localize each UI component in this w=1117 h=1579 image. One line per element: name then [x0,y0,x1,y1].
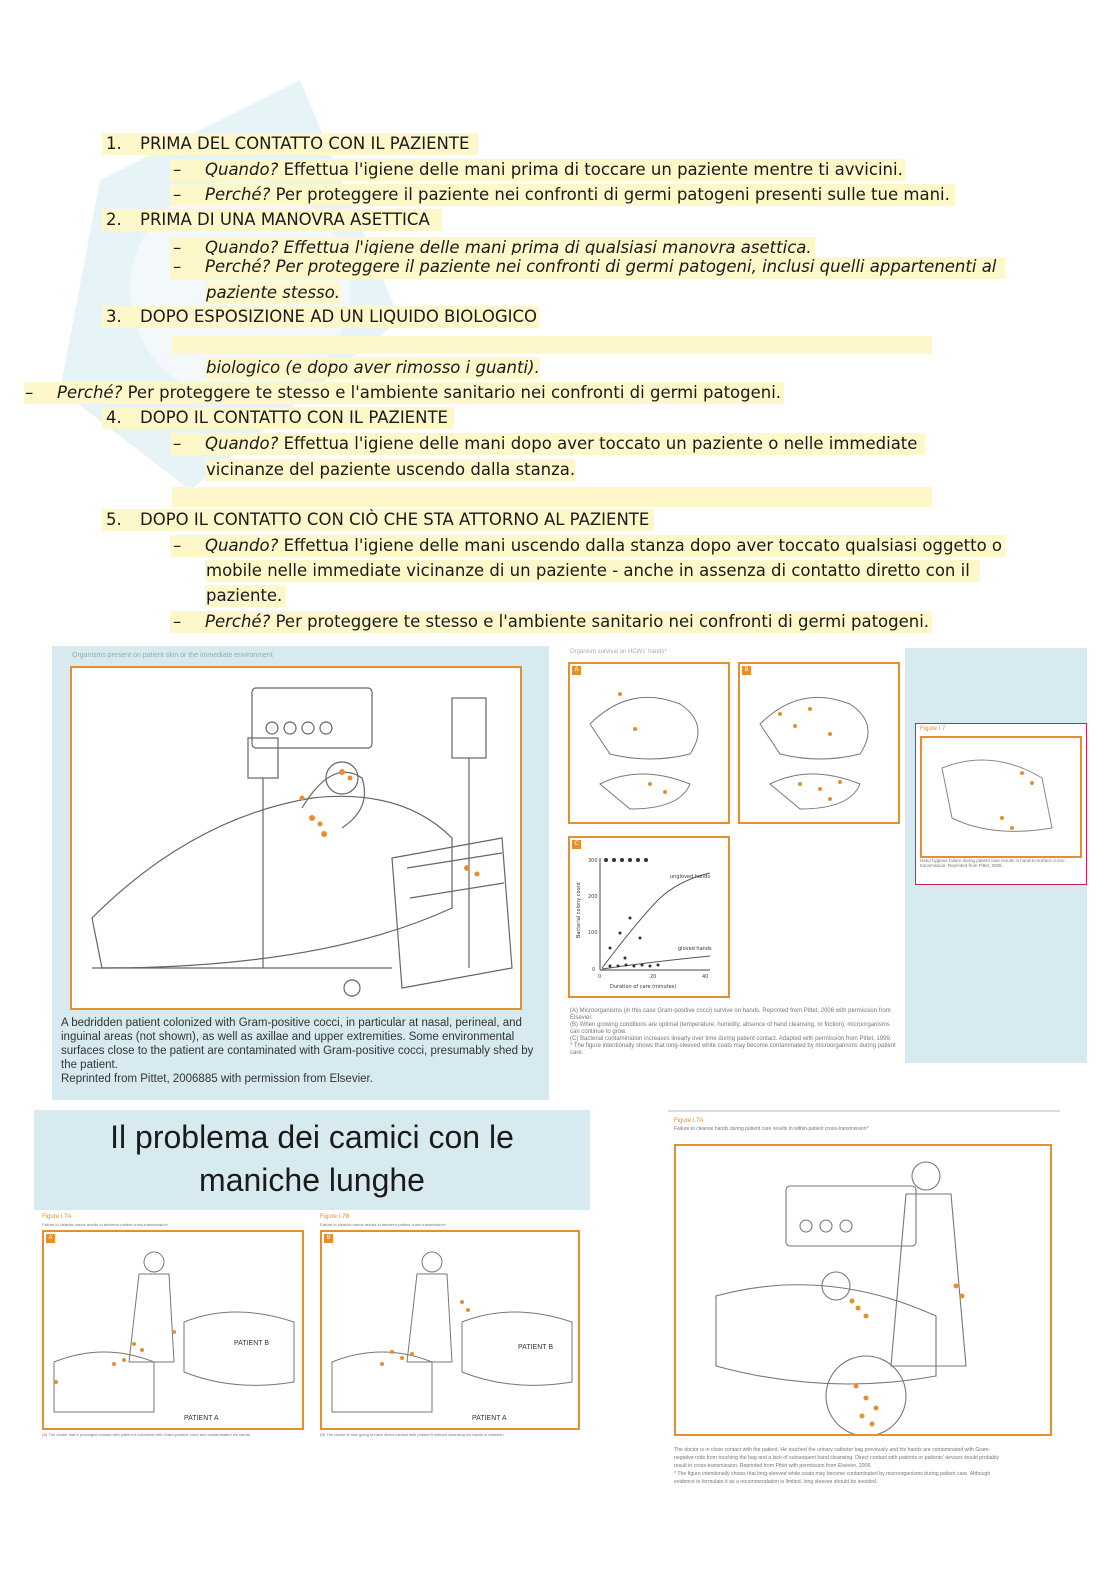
svg-text:ungloved hands: ungloved hands [670,874,710,880]
item-1-why: – Perché? Per proteggere il paziente nei confronti di germi patogeni presenti sulle tue mani. [173,185,950,204]
item-3-heading: 3. DOPO ESPOSIZIONE AD UN LIQUIDO BIOLOGICO [106,307,537,326]
panel-b-hands: B [738,662,900,824]
item-2-when: – Quando? Effettua l'igiene delle mani prima di qualsiasi manovra asettica. [173,238,812,255]
svg-text:200: 200 [588,894,598,900]
item-1-when: – Quando? Effettua l'igiene delle mani prima di toccare un paziente mentre ti avvicini. [173,160,903,179]
figure-bedridden-patient [52,646,549,1100]
figure-1-header: Organisms present on patient skin or the immediate environment [72,652,273,659]
item-4-when: – Quando? Effettua l'igiene delle mani dopo aver toccato un paziente o nelle immediate [173,434,918,453]
hands-illustration-b [740,664,898,822]
svg-text:20: 20 [650,974,657,980]
panel-a-hands: A [568,662,730,824]
item-1-heading: 1. PRIMA DEL CONTATTO CON IL PAZIENTE [106,134,470,153]
svg-text:Bacterial colony count: Bacterial colony count [576,882,582,938]
item-2-why-cont: paziente stesso. [206,283,341,302]
figure-3-frame: Figure I.7 Hand hygiene failure during patient care results in hand-to-surface cross-transmission. Reprinted from Pittet, 2006. [915,723,1087,885]
doctor-patient-a-illustration [44,1232,302,1428]
svg-text:0: 0 [598,974,602,980]
svg-text:Duration of care (minutes): Duration of care (minutes) [610,984,677,990]
item-5-why: – Perché? Per proteggere te stesso e l'ambiente sanitario nei confronti di germi patogeni. [173,612,930,631]
bed-illustration [72,668,520,1008]
svg-text:100: 100 [588,930,598,936]
svg-text:300: 300 [588,858,598,864]
item-4-heading: 4. DOPO IL CONTATTO CON IL PAZIENTE [106,408,448,427]
item-5-when-cont1: mobile nelle immediate vicinanze di un paziente - anche in assenza di contatto diretto con il [206,561,970,580]
figure-1-caption: A bedridden patient colonized with Gram-positive cocci, in particular at nasal, perineal, and inguinal areas (not shown), as well as axillae and upper extremities. Some environmental surfaces close to the patient are contaminated with Gram-positive cocci, presumably shed by the patient. Reprinted from Pittet, 2006885 with permission from Elsevier. [61,1017,534,1085]
item-3-when-cont: biologico (e dopo aver rimosso i guanti). [206,358,540,377]
doctor-patient-b-illustration [322,1232,578,1428]
item-5-when: – Quando? Effettua l'igiene delle mani uscendo dalla stanza dopo aver toccato qualsiasi oggetto o [173,536,1002,555]
item-2-why: – Perché? Per proteggere il paziente nei confronti di germi patogeni, inclusi quelli appartenenti al [173,257,997,276]
slide-panel-a: A PATIENT B PATIENT A [42,1230,304,1430]
doctor-catheter-illustration [676,1146,1050,1434]
item-2-heading: 2. PRIMA DI UNA MANOVRA ASETTICA [106,210,430,229]
hands-illustration-a [570,664,728,822]
figure-organism-survival [565,646,905,1064]
figure-1-illustration-frame [70,666,522,1010]
figure-within-patient-transmission: Figure I.7A Failure to cleanse hands during patient care results in within-patient cross-transmission* The doctor is in close contact with the patient. He touched the urinary catheter bag previously and his hands are contaminated with Gram- negative rods from touching the bag and a lack of subsequent hand cleansing. Direct contact with patients or patients' devices would probably result in cross-transmission. Reprinted from Pittet with permission from Elsevier, 2006. * The figure intentionally shows that long-sleeved white coats may become contaminated by microorganisms during patient care. Although evidence to formulate it as a recommendation is limited, long sleeves should be avoided. [668,1110,1060,1492]
item-4-when-cont: vicinanze del paziente uscendo dalla stanza. [206,460,576,479]
svg-text:gloved hands: gloved hands [678,946,712,952]
item-5-when-cont2: paziente. [206,586,283,605]
item-5-heading: 5. DOPO IL CONTATTO CON CIÒ CHE STA ATTORNO AL PAZIENTE [106,510,650,529]
colony-count-chart [570,838,728,996]
figure-2-header: Organism survival on HCWs' hands* [570,649,667,655]
figure-side-panel [905,648,1087,1063]
figure-4-frame [674,1144,1052,1436]
svg-text:0: 0 [592,967,596,973]
hand-surface-illustration [922,738,1080,856]
slide-panel-b: B PATIENT B PATIENT A [320,1230,580,1430]
figure-4-notes: The doctor is in close contact with the patient. He touched the urinary catheter bag previously and his hands are contaminated with Gram- negative rods from touching the bag and a lack of subsequent hand cleansing. Direct contact with patients or patients' devices would probably result in cross-transmission. Reprinted from Pittet with permission from Elsevier, 2006. * The figure intentionally shows that long-sleeved white coats may become contaminated by microorganisms during patient care. Although evidence to formulate it as a recommendation is limited, long sleeves should be avoided. [674,1447,1000,1485]
panel-c-chart: C 300 200 100 0 0 20 40 ungloved hands gloved hands Duration of care (minutes) Bacterial colony count [568,836,730,998]
svg-text:40: 40 [702,974,709,980]
slide-title: Il problema dei camici con le maniche lunghe [110,1119,514,1198]
slide-long-sleeves: Il problema dei camici con le maniche lunghe Figure I.7A Failure to cleanse hands results in between-patient cross-transmission* Figure I.7B Failure to cleanse hands results in between-patient cross-transmission* A PATIENT B PATIENT A B PATIENT B PATIENT A (A) The doctor had a prolonged contact with patient A colonized with Gram-positive cocci and contaminated his hands. (B) The doctor is now going to have direct contact with patient B without cleansing his hands in between. [34,1110,590,1468]
item-3-why: – Perché? Per proteggere te stesso e l'ambiente sanitario nei confronti di germi patogeni. [25,383,782,402]
figure-2-notes: (A) Microorganisms (in this case Gram-positive cocci) survive on hands. Reprinted from Pittet, 2006 with permission from Elsevier. (B) When growing conditions are optimal (temperature, humidity, absence of hand cleansing, or friction), microorganisms can continue to grow. (C) Bacterial contamination increases linearly over time during patient contact. Adapted with permission from Pittet, 1999. * The figure intentionally shows that long-sleeved white coats may become contaminated by microorganisms during patient care. [570,1008,896,1056]
